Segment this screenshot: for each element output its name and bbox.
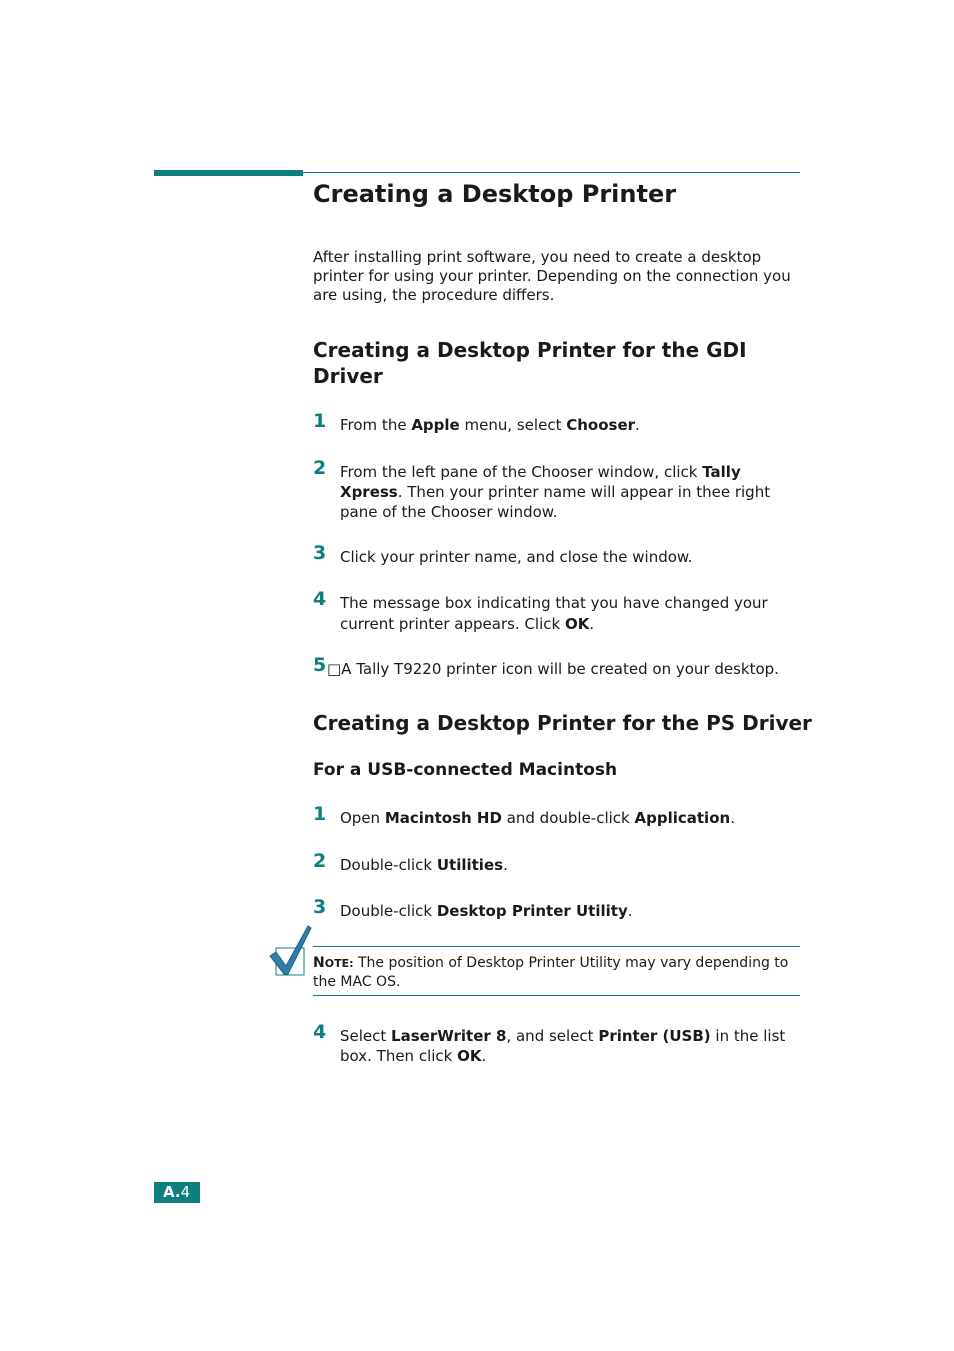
step-number: 3 [313,896,327,918]
note-label: NOTE: [313,955,354,971]
step-text: Click your printer name, and close the window. [340,548,693,566]
step-number: 4 [313,588,327,610]
checkmark-note-icon [268,924,314,978]
step-text: The message box indicating that you have changed your current printer appears. Click OK. [340,594,768,633]
step-number: 4 [313,1021,327,1043]
section-heading-ps: Creating a Desktop Printer for the PS Driver [313,711,812,735]
page-title: Creating a Desktop Printer [313,180,677,208]
step-number: 2 [313,457,327,479]
header-rule-thin [303,172,800,173]
step-number: 3 [313,542,327,564]
step-number: 5 [313,654,327,676]
step-number: 2 [313,850,327,872]
step-number: 1 [313,410,327,432]
intro-paragraph: After installing print software, you need to create a desktop printer for using your printer. Depending on the connection you are using, the procedure differs. [313,248,791,304]
step-text: □A Tally T9220 printer icon will be created on your desktop. [327,660,779,678]
header-rule-thick [154,170,303,176]
step-number: 1 [313,803,327,825]
note-text: NOTE: The position of Desktop Printer Utility may vary depending to the MAC OS. [313,955,789,990]
step-text: Open Macintosh HD and double-click Application. [340,809,735,827]
step-text: From the Apple menu, select Chooser. [340,416,640,434]
step-text: From the left pane of the Chooser window, click Tally Xpress. Then your printer name will appear in thee right pane of the Chooser window. [340,463,771,521]
note-box [313,946,800,996]
step-text: Double-click Utilities. [340,856,508,874]
page-number-badge: A.4 [154,1182,200,1203]
subsection-heading-usb: For a USB-connected Macintosh [313,760,618,780]
step-text: Double-click Desktop Printer Utility. [340,902,633,920]
section-heading-gdi: Creating a Desktop Printer for the GDI Driver [313,338,747,388]
step-text: Select LaserWriter 8, and select Printer (USB) in the list box. Then click OK. [340,1027,786,1065]
